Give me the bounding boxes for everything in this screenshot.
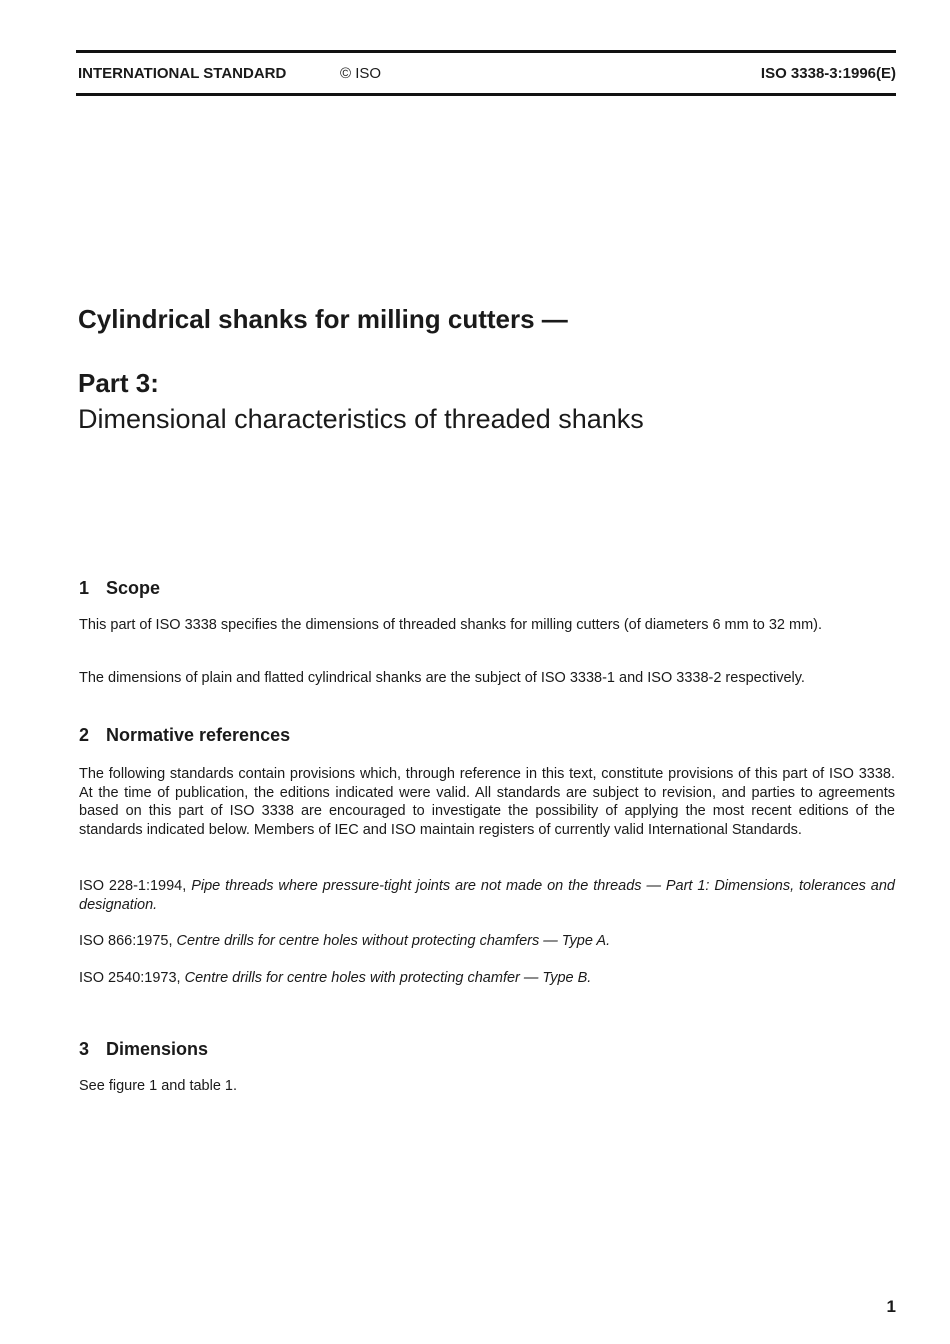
- reference-item: [79, 877, 895, 914]
- copyright-notice: © ISO: [340, 65, 382, 82]
- dimensions-paragraph: See figure 1 and table 1.: [79, 1078, 238, 1094]
- page-header: [78, 64, 896, 84]
- section-title: Scope: [106, 578, 161, 598]
- document-number: ISO 3338-3:1996(E): [760, 65, 896, 82]
- section-title: Normative references: [106, 725, 291, 745]
- reference-title: Pipe threads where pressure-tight joints are not made on the threads — Part 1: Dimensions, tolerances and designation.: [79, 878, 895, 913]
- reference-title: Centre drills for centre holes with protecting chamfer — Type B.: [184, 970, 592, 986]
- header-top-rule: [76, 50, 896, 53]
- scope-paragraph-2: The dimensions of plain and flatted cylindrical shanks are the subject of ISO 3338-1 and ISO 3338-2 respectively.: [79, 670, 805, 686]
- section-heading-scope: [79, 576, 160, 600]
- section-title: Dimensions: [106, 1039, 209, 1059]
- reference-code: ISO 2540:1973,: [79, 970, 181, 986]
- part-subtitle: Dimensional characteristics of threaded shanks: [78, 404, 644, 434]
- reference-item: [79, 932, 895, 951]
- document-type: INTERNATIONAL STANDARD: [78, 65, 287, 82]
- document-title: Cylindrical shanks for milling cutters —: [78, 304, 568, 334]
- section-number: 1: [79, 578, 90, 598]
- part-label: Part 3:: [78, 368, 159, 398]
- reference-title: Centre drills for centre holes without protecting chamfers — Type A.: [176, 933, 611, 949]
- header-bottom-rule: [76, 93, 896, 96]
- reference-item: [79, 969, 895, 988]
- reference-code: ISO 228-1:1994,: [79, 878, 187, 894]
- normative-references-paragraph: The following standards contain provisions which, through reference in this text, constitute provisions of this part of ISO 3338. At the time of publication, the editions indicated were valid. All standards are subject to revision, and parties to agreements based on this part of ISO 3338 are encouraged to investigate the possibility of applying the most recent editions of the standards indicated below. Members of IEC and ISO maintain registers of currently valid International Standards.: [79, 766, 895, 838]
- section-heading-dimensions: [79, 1037, 208, 1061]
- section-number: 3: [79, 1039, 90, 1059]
- scope-paragraph-1: This part of ISO 3338 specifies the dimensions of threaded shanks for milling cutters (of diameters 6 mm to 32 mm).: [79, 617, 823, 633]
- section-heading-normative-references: [79, 723, 290, 747]
- page-number: 1: [886, 1297, 896, 1316]
- reference-code: ISO 866:1975,: [79, 933, 173, 949]
- section-number: 2: [79, 725, 90, 745]
